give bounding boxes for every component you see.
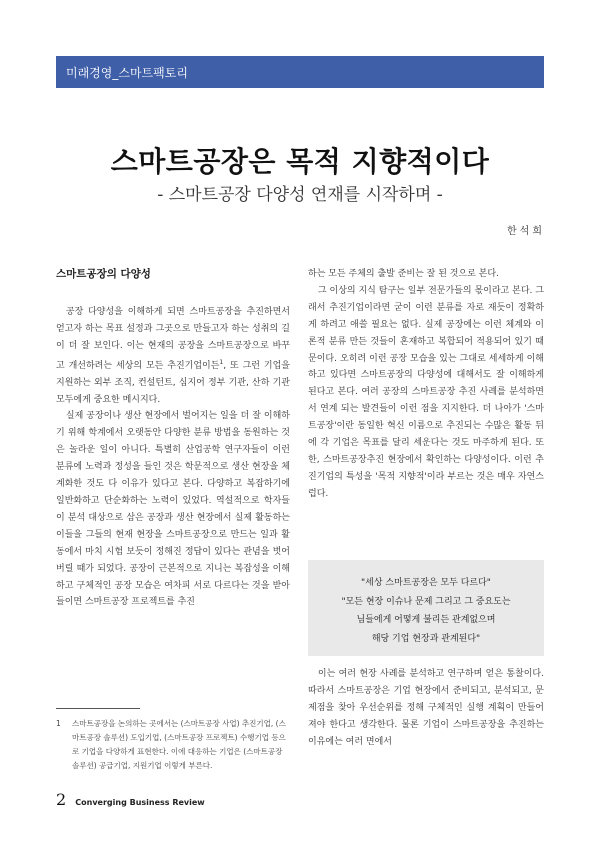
pull-quote-box: [308, 560, 544, 656]
paragraph: 실제 공장이나 생산 현장에서 벌어지는 일을 더 잘 이해하기 위해 학계에서 오랫동안 다양한 분류 방법을 동원하는 것은 놀라운 일이 아니다. 특별히 산업공학 연구자들이 이런 분류에 노력과 정성을 들인 것은 학문적으로 생산 현장을 체계화한 것도 다 이유가 있다고 본다. 다양하고 복잡하기에 일반화하고 단순화하는 노력이 있었다. 역설적으로 학자들이 분석 대상으로 삼은 공장과 생산 현장에서 실제 활동하는 이들을 그들의 현재 현장을 스마트공장으로 만드는 일과 활동에서 마치 시험 보듯이 정해진 정답이 있다는 관념을 벗어 버릴 때가 되었다. 공장이 근본적으로 지니는 복잡성을 이해하고 구체적인 공장 모습은 여차피 서로 다르다는 것을 받아들이면 스마트공장 프로젝트를 추진: [56, 411, 290, 608]
quote-line: 님들에게 어떻게 불리든 관계없으며: [356, 615, 496, 625]
left-column: [56, 266, 290, 611]
quote-line: "모든 현장 이슈나 문제 그리고 그 중요도는: [341, 596, 511, 607]
footnote-number: 1: [56, 719, 61, 728]
paragraph: [56, 304, 290, 408]
footnote-ref[interactable]: 1: [219, 358, 224, 366]
footnote-divider: [56, 708, 140, 709]
section-header-label: 미래경영_스마트팩토리: [66, 66, 188, 80]
section-header-bar: [56, 56, 544, 88]
quote-line: "세상 스마트공장은 모두 다르다": [361, 578, 491, 588]
paragraph: 그 이상의 지식 탐구는 일부 전문가들의 몫이라고 본다. 그래서 추진기업이라면 굳이 이런 분류를 자로 재듯이 정확하게 하려고 애쓸 필요는 없다. 실제 공장에는 이런 체계와 이론적 분류 만든 것들이 혼재하고 복합되어 적용되어 있기 때문이다. 오히려 이런 공장 모습을 있는 그대로 세세하게 이해하고 있다면 스마트공장의 다양성에 대해서도 잘 이해하게 된다고 본다. 여러 공장의 스마트공장 추진 사례를 분석하면서 연계 되는 발견들이 이런 점을 지지한다. 더 나아가 '스마트공장'이란 동일한 혁신 이름으로 추진되는 수많은 활동 뒤에 각 기업은 목표를 달리 세운다는 것도 마주하게 된다. 또한, 스마트공장추진 현장에서 확인하는 다양성이다. 이런 추진기업의 특성을 '목적 지향적'이라 부르는 것은 매우 자연스럽다.: [308, 285, 544, 499]
page-footer: [56, 790, 205, 809]
page-number: 2: [56, 790, 67, 809]
footnote: [56, 717, 290, 773]
paragraph: 하는 모든 주체의 출발 준비는 잘 된 것으로 본다.: [308, 269, 499, 279]
quote-line: 해당 기업 현장과 관계된다": [371, 633, 481, 644]
right-column-continued: [308, 666, 544, 751]
paragraph-text: 공장 다양성을 이해하게 되면 스마트공장을 추진하면서 얻고자 하는 목표 설정과 그곳으로 만들고자 하는 성취의 길이 더 잘 보인다. 이는 현재의 공장을 스마트공장으로 바꾸고 개선하려는 세상의 모든 추진기업이든: [56, 307, 290, 371]
article-title: 스마트공장은 목적 지향적이다: [110, 145, 490, 178]
footnote-text: 스마트공장을 논의하는 곳에서는 (스마트공장 사업) 추진기업, (스마트공장 솔루션) 도입기업, (스마트공장 프로젝트) 수행기업 등으로 기업을 다양하게 표현한다. 이에 대응하는 기업은 (스마트공장 솔루션) 공급기업, 지원기업 이렇게 부른다.: [72, 719, 286, 770]
paragraph: 이는 여러 현장 사례를 분석하고 연구하며 얻은 통찰이다. 따라서 스마트공장은 기업 현장에서 준비되고, 분석되고, 문제점을 찾아 우선순위를 정해 구체적인 실행 계획이 만들어져야 한다고 생각한다. 물론 기업이 스마트공장을 추진하는 이유에는 여러 면에서: [308, 669, 544, 747]
paragraph-text: , 또 그런 기업을 지원하는 외부 조직, 컨설턴트, 심지어 정부 기관, 산하 기관 모두에게 중요한 메시지다.: [56, 360, 290, 405]
section-heading: 스마트공장의 다양성: [56, 268, 151, 280]
publication-name: Converging Business Review: [75, 798, 205, 807]
article-subtitle: - 스마트공장 다양성 연재를 시작하며 -: [157, 185, 443, 205]
right-column: [308, 266, 544, 503]
author-name: 한석희: [507, 226, 545, 237]
